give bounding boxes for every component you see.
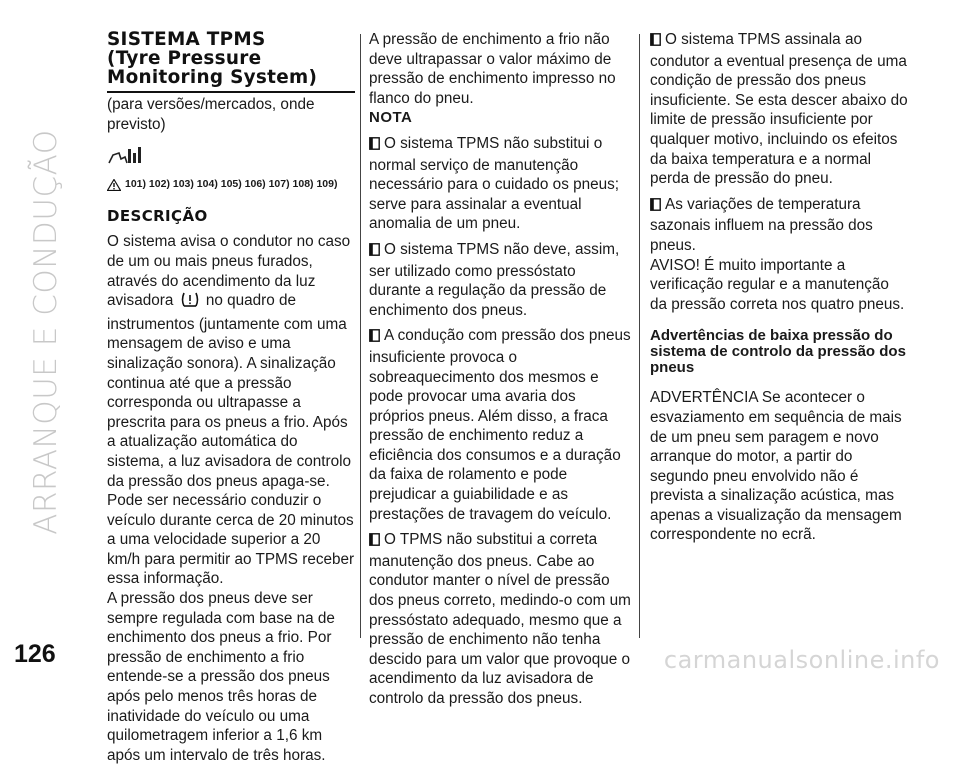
cold-pressure-paragraph: A pressão dos pneus deve ser sempre regulada com base na de enchimento dos pneus a frio. Por pressão de enchimento a frio entende-se a pressão dos pneus após pelo menos três horas de inatividade do veículo ou uma quilometragem inferior a 1,6 km após um intervalo de três horas. (107, 590, 335, 764)
page-number: 126 (14, 640, 56, 668)
book-bullet-icon (369, 532, 380, 552)
warning-paragraph: ADVERTÊNCIA Se acontecer o esvaziamento em sequência de mais de um pneu sem paragem e novo arranque do motor, a partir do segundo pneu envolvido não é prevista a sinalização acústica, mas apenas a visualização da mensagem correspondente no ecrã. (650, 389, 902, 544)
book-bullet-icon (650, 32, 661, 52)
note-item: A condução com pressão dos pneus insuficiente provoca o sobreaquecimento dos mesmos e pode provocar uma avaria dos próprios pneus. Além disso, a fraca pressão de enchimento reduz a eficiência dos consumos e a duração da faixa de rolamento e pode prejudicar a guiabilidade e as prestações de travagem do veículo. (369, 327, 631, 523)
section-subtitle: (para versões/mercados, onde previsto) (107, 96, 315, 133)
vehicle-config-icon (107, 145, 357, 169)
book-bullet-icon (369, 328, 380, 348)
notice-paragraph: AVISO! É muito importante a verificação regular e a manutenção da pressão correta nos quatro pneus. (650, 256, 905, 313)
max-pressure-paragraph: A pressão de enchimento a frio não deve ultrapassar o valor máximo de pressão de enchimento impresso no flanco do pneu. (369, 31, 616, 107)
low-pressure-heading: Advertências de baixa pressão do sistema de controlo da pressão dos pneus (650, 327, 906, 377)
book-bullet-icon (369, 242, 380, 262)
description-heading: DESCRIÇÃO (107, 206, 208, 225)
tpms-warning-light-icon (180, 291, 200, 315)
note-item: As variações de temperatura sazonais influem na pressão dos pneus. (650, 195, 873, 254)
column-2 (369, 30, 631, 709)
column-1 (107, 30, 357, 765)
note-item: O sistema TPMS assinala ao condutor a eventual presença de uma condição de pressão dos pneus insuficiente. Se esta descer abaixo do limite de pressão insuficiente por qualquer motivo, incluindo os efeitos da baixa temperatura e a normal perda de pressão do pneu. (650, 31, 908, 188)
warning-triangle-icon (107, 179, 121, 191)
book-bullet-icon (369, 136, 380, 156)
note-item: O sistema TPMS não deve, assim, ser utilizado como pressóstato durante a regulação da pressão de enchimento dos pneus. (369, 240, 620, 319)
book-bullet-icon (650, 197, 661, 217)
column-divider (360, 34, 361, 638)
watermark: carmanualsonline.info (663, 646, 940, 674)
column-divider (639, 34, 640, 638)
column-3 (650, 30, 910, 545)
description-paragraph: O sistema avisa o condutor no caso de um ou mais pneus furados, através do acendimento da luz avisadora no quadro de instrumentos (juntamente com uma mensagem de aviso e uma sinalização sonora). A sinalização continua até que a pressão corresponda ou ultrapasse a prescrita para os pneus a frio. Após a atualização automática do sistema, a luz avisadora de controlo da pressão dos pneus apaga-se. Pode ser necessário conduzir o veículo durante cerca de 20 minutos a uma velocidade superior a 20 km/h para permitir ao TPMS receber essa informação. (107, 233, 355, 588)
note-item: O sistema TPMS não substitui o normal serviço de manutenção necessário para o cuidado os pneus; serve para assinalar a eventual anomalia de um pneu. (369, 134, 620, 233)
note-title: NOTA (369, 109, 413, 127)
note-item: O TPMS não substitui a correta manutenção dos pneus. Cabe ao condutor manter o nível de pressão dos pneus correto, medindo-o com um pressóstato adequado, mesmo que a pressão de enchimento não tenha descido para um valor que provoque o acendimento da luz avisadora de controlo da pressão dos pneus. (369, 531, 631, 707)
section-title: SISTEMA TPMS (Tyre Pressure Monitoring System) (107, 30, 355, 93)
warning-references: 101) 102) 103) 104) 105) 106) 107) 108) 109) (107, 175, 357, 195)
chapter-side-tab: ARRANQUE E CONDUÇÃO (28, 129, 64, 535)
